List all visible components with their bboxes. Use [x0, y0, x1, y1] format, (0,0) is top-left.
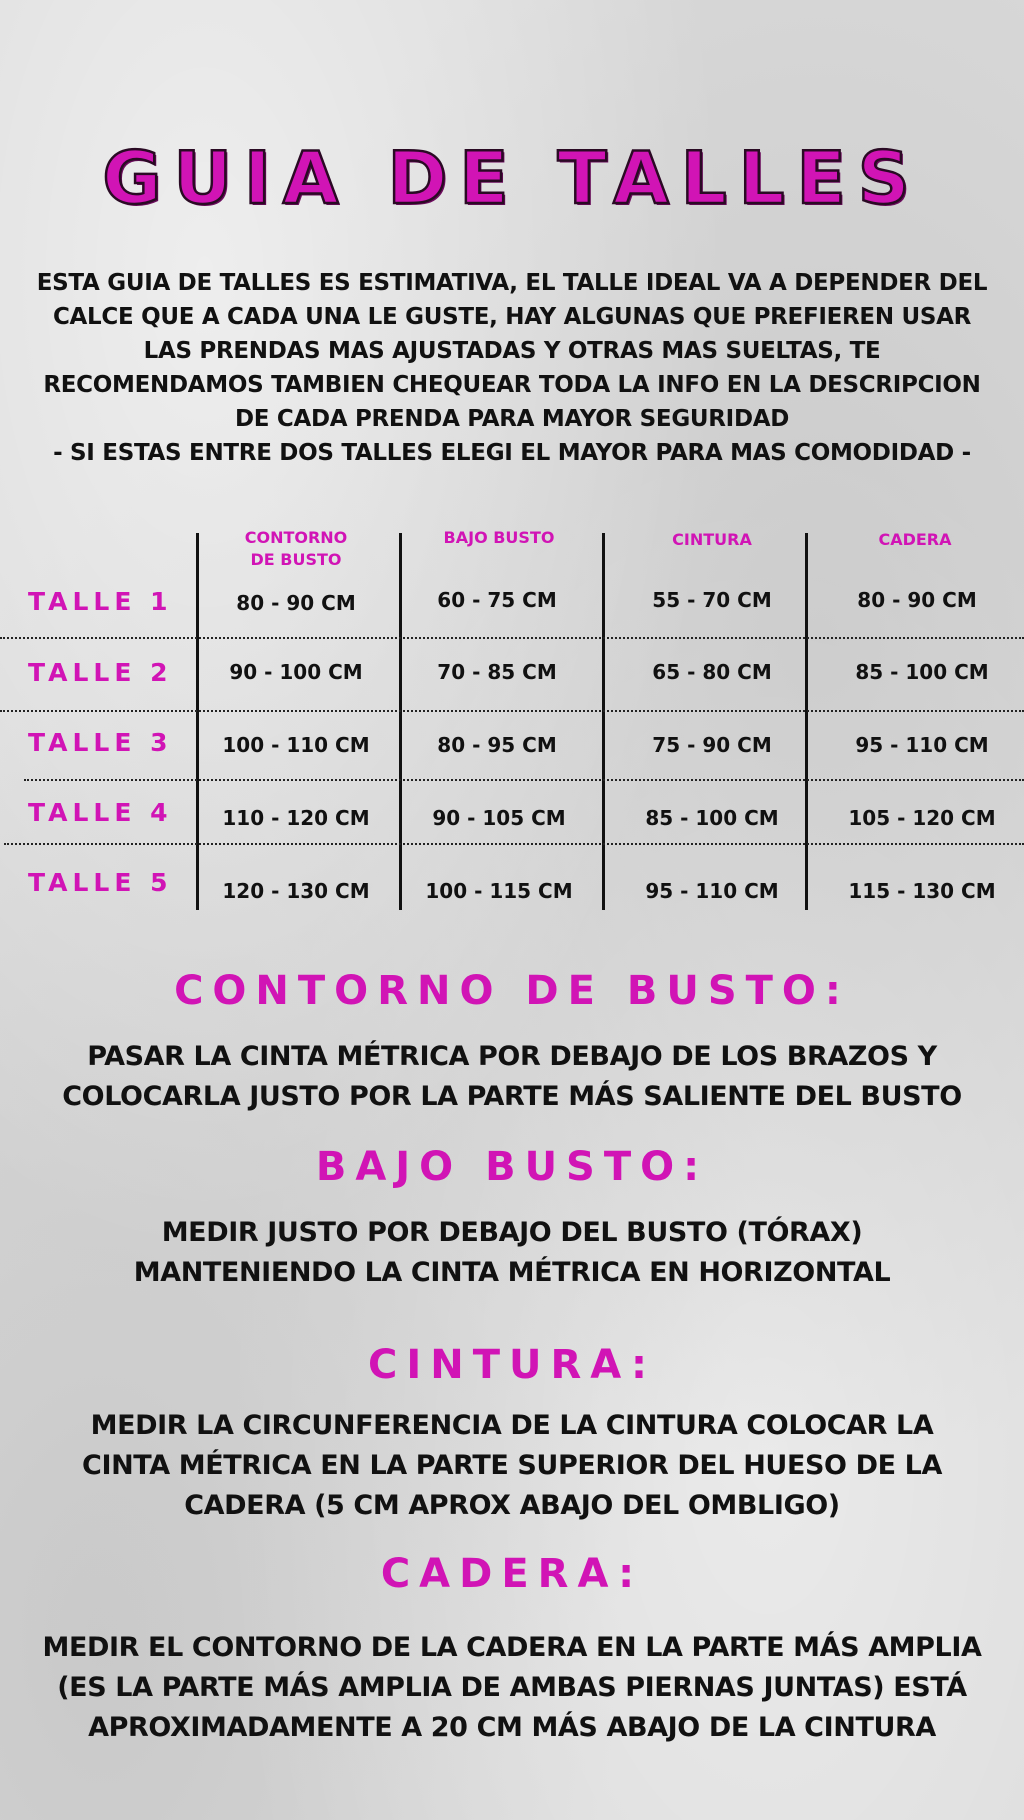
column-divider [602, 533, 605, 910]
section-line: MEDIR EL CONTORNO DE LA CADERA EN LA PARTE MÁS AMPLIA [42, 1632, 982, 1663]
intro-line: - SI ESTAS ENTRE DOS TALLES ELEGI EL MAYOR PARA MAS COMODIDAD - [53, 440, 971, 466]
section-line: COLOCARLA JUSTO POR LA PARTE MÁS SALIENTE DEL BUSTO [62, 1081, 962, 1112]
section-heading-contorno-de-busto: CONTORNO DE BUSTO: [174, 968, 850, 1014]
row-label-talle-1: TALLE 1 [28, 587, 173, 616]
section-line: CINTA MÉTRICA EN LA PARTE SUPERIOR DEL HUESO DE LA [82, 1450, 942, 1481]
row-divider [0, 710, 1024, 712]
section-body-contorno-de-busto [0, 1037, 1024, 1117]
section-heading-bajo-busto: BAJO BUSTO: [315, 1144, 709, 1190]
section-line: CADERA (5 CM APROX ABAJO DEL OMBLIGO) [184, 1490, 840, 1521]
section-heading-cintura: CINTURA: [368, 1342, 656, 1388]
row-divider [24, 779, 1024, 781]
section-line: PASAR LA CINTA MÉTRICA POR DEBAJO DE LOS BRAZOS Y [87, 1041, 937, 1072]
table-cell: 60 - 75 CM [437, 588, 557, 612]
section-heading-cadera: CADERA: [380, 1551, 644, 1597]
row-label-talle-5: TALLE 5 [28, 868, 173, 897]
table-cell: 65 - 80 CM [652, 660, 772, 684]
size-table [0, 525, 1024, 905]
table-cell: 95 - 110 CM [855, 733, 989, 757]
table-cell: 105 - 120 CM [848, 806, 996, 830]
table-cell: 100 - 110 CM [222, 733, 370, 757]
table-cell: 120 - 130 CM [222, 879, 370, 903]
table-cell: 75 - 90 CM [652, 733, 772, 757]
row-label-talle-3: TALLE 3 [28, 728, 173, 757]
section-line: MANTENIENDO LA CINTA MÉTRICA EN HORIZONTAL [133, 1257, 891, 1288]
section-line: MEDIR LA CIRCUNFERENCIA DE LA CINTURA COLOCAR LA [90, 1410, 934, 1441]
row-label-talle-2: TALLE 2 [28, 658, 173, 687]
column-header-cintura: CINTURA [672, 530, 752, 549]
table-cell: 80 - 90 CM [236, 591, 356, 615]
column-header-cadera: CADERA [878, 530, 952, 549]
table-cell: 90 - 100 CM [229, 660, 363, 684]
table-cell: 55 - 70 CM [652, 588, 772, 612]
section-line: APROXIMADAMENTE A 20 CM MÁS ABAJO DE LA CINTURA [88, 1712, 936, 1743]
intro-line: ESTA GUIA DE TALLES ES ESTIMATIVA, EL TALLE IDEAL VA A DEPENDER DEL [36, 270, 988, 296]
table-cell: 115 - 130 CM [848, 879, 996, 903]
row-divider [4, 843, 1024, 845]
table-cell: 100 - 115 CM [425, 879, 573, 903]
page-title: GUIA DE TALLES [102, 136, 922, 220]
column-header-label: CONTORNO DE BUSTO [244, 528, 348, 569]
intro-line: CALCE QUE A CADA UNA LE GUSTE, HAY ALGUNAS QUE PREFIEREN USAR [52, 304, 972, 330]
row-divider [0, 637, 1024, 639]
intro-line: DE CADA PRENDA PARA MAYOR SEGURIDAD [234, 406, 790, 432]
table-cell: 80 - 90 CM [857, 588, 977, 612]
table-cell: 85 - 100 CM [855, 660, 989, 684]
table-cell: 80 - 95 CM [437, 733, 557, 757]
table-cell: 85 - 100 CM [645, 806, 779, 830]
intro-line: LAS PRENDAS MAS AJUSTADAS Y OTRAS MAS SUELTAS, TE [143, 338, 881, 364]
table-cell: 90 - 105 CM [432, 806, 566, 830]
table-cell: 70 - 85 CM [437, 660, 557, 684]
table-cell: 110 - 120 CM [222, 806, 370, 830]
section-line: (ES LA PARTE MÁS AMPLIA DE AMBAS PIERNAS JUNTAS) ESTÁ [57, 1672, 967, 1703]
section-body-cintura [0, 1406, 1024, 1526]
row-label-talle-4: TALLE 4 [28, 798, 173, 827]
section-body-cadera [0, 1628, 1024, 1748]
column-header-contorno-de-busto [196, 527, 396, 571]
column-header-bajo-busto: BAJO BUSTO [443, 528, 555, 547]
intro-line: RECOMENDAMOS TAMBIEN CHEQUEAR TODA LA INFO EN LA DESCRIPCION [43, 372, 981, 398]
section-body-bajo-busto [0, 1213, 1024, 1293]
section-line: MEDIR JUSTO POR DEBAJO DEL BUSTO (TÓRAX) [161, 1217, 863, 1248]
intro-text [0, 266, 1024, 470]
table-cell: 95 - 110 CM [645, 879, 779, 903]
